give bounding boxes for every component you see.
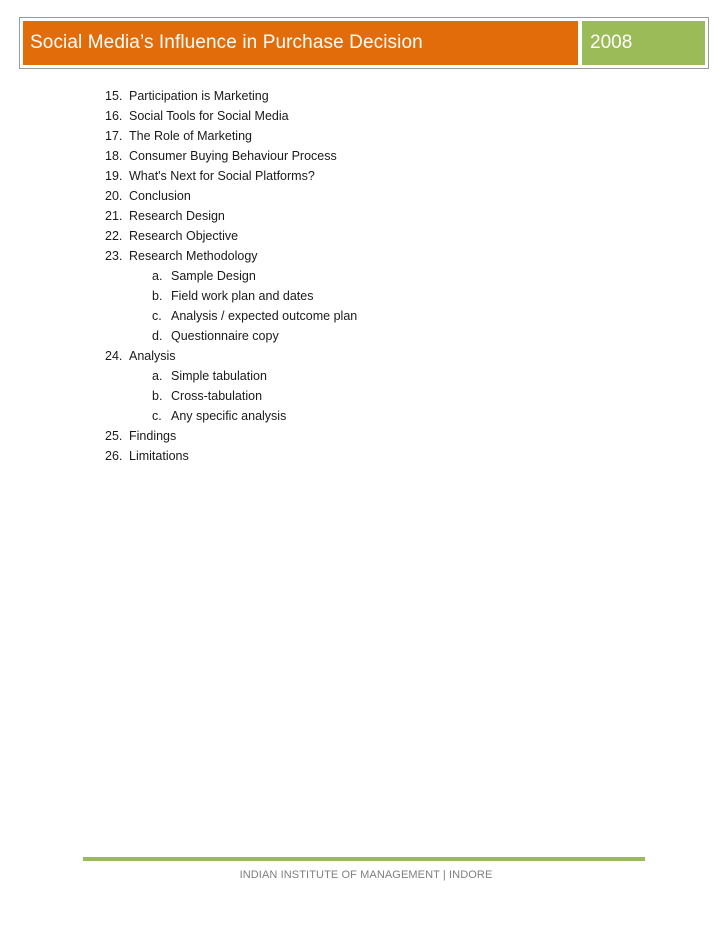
toc-item-label: Conclusion	[129, 189, 191, 203]
toc-subitem-letter: a.	[152, 269, 163, 283]
toc-subitem	[105, 266, 357, 286]
toc-item	[105, 246, 357, 266]
toc-subitem-label: Questionnaire copy	[171, 329, 279, 343]
toc-subitem-label: Simple tabulation	[171, 369, 267, 383]
toc-item-label: The Role of Marketing	[129, 129, 252, 143]
document-title: Social Media’s Influence in Purchase Decision	[23, 21, 578, 65]
toc-item	[105, 186, 357, 206]
toc-item-number: 22.	[105, 229, 123, 243]
toc-item-label: Participation is Marketing	[129, 89, 269, 103]
toc-subitem-letter: c.	[152, 409, 162, 423]
toc-subitem-label: Cross-tabulation	[171, 389, 263, 403]
toc-subitem-label: Sample Design	[171, 269, 256, 283]
toc-item-label: Limitations	[129, 449, 189, 463]
toc-subitem	[105, 286, 357, 306]
toc-item	[105, 426, 357, 446]
toc-item-label: Research Design	[129, 209, 225, 223]
table-of-contents	[105, 86, 357, 466]
toc-item	[105, 166, 357, 186]
toc-item-label: Social Tools for Social Media	[129, 109, 289, 123]
toc-subitem-label: Field work plan and dates	[171, 289, 314, 303]
toc-subitem	[105, 386, 357, 406]
toc-item-number: 21.	[105, 209, 123, 223]
toc-item	[105, 226, 357, 246]
footer-rule	[83, 857, 645, 861]
toc-subitem-letter: a.	[152, 369, 163, 383]
toc-item-number: 20.	[105, 189, 123, 203]
toc-item-number: 16.	[105, 109, 123, 123]
toc-item-number: 15.	[105, 89, 123, 103]
toc-subitem-letter: d.	[152, 329, 163, 343]
toc-item-number: 26.	[105, 449, 123, 463]
footer-label: INDIAN INSTITUTE OF MANAGEMENT | INDORE	[239, 869, 493, 881]
toc-item	[105, 206, 357, 226]
toc-item-label: Research Objective	[129, 229, 239, 243]
toc-subitem	[105, 406, 357, 426]
toc-item-number: 17.	[105, 129, 123, 143]
toc-item-number: 19.	[105, 169, 123, 183]
toc-subitem-letter: c.	[152, 309, 162, 323]
toc-item-number: 23.	[105, 249, 123, 263]
toc-item-number: 25.	[105, 429, 123, 443]
toc-item-label: Analysis	[129, 349, 176, 363]
toc-item	[105, 446, 357, 466]
toc-subitem-letter: b.	[152, 389, 163, 403]
toc-subitem	[105, 366, 357, 386]
toc-subitem	[105, 306, 357, 326]
toc-subitem-label: Analysis / expected outcome plan	[171, 309, 358, 323]
toc-item-number: 24.	[105, 349, 123, 363]
toc-item-number: 18.	[105, 149, 123, 163]
toc-item	[105, 146, 357, 166]
toc-item	[105, 106, 357, 126]
toc-item	[105, 346, 357, 366]
toc-subitem-label: Any specific analysis	[171, 409, 287, 423]
toc-item	[105, 126, 357, 146]
toc-item-label: Research Methodology	[129, 249, 258, 263]
footer-text	[0, 869, 728, 881]
toc-subitem	[105, 326, 357, 346]
toc-item-label: What's Next for Social Platforms?	[129, 169, 315, 183]
document-year: 2008	[582, 21, 705, 65]
toc-item	[105, 86, 357, 106]
toc-item-label: Consumer Buying Behaviour Process	[129, 149, 337, 163]
toc-item-label: Findings	[129, 429, 177, 443]
toc-subitem-letter: b.	[152, 289, 163, 303]
